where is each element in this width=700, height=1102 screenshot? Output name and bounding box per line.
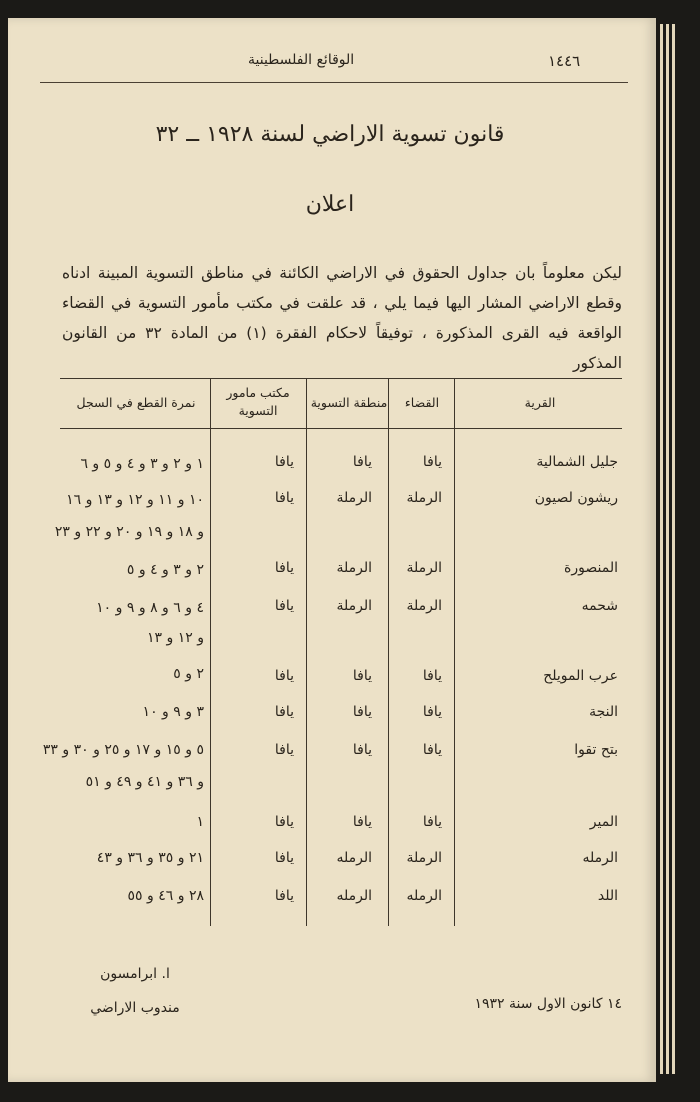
- cell-office: يافا: [274, 560, 294, 576]
- cell-village: شحمه: [581, 598, 618, 614]
- cell-village: بتح تقوا: [574, 742, 618, 758]
- cell-village: المير: [589, 814, 618, 830]
- cell-parcels: ١ و ٢ و ٣ و ٤ و ٥ و ٦: [80, 456, 204, 472]
- cell-zone: الرملة: [336, 598, 372, 614]
- cell-district: الرملة: [406, 560, 442, 576]
- cell-district: يافا: [422, 704, 442, 720]
- cell-district: الرمله: [406, 888, 442, 904]
- cell-parcels: ١: [196, 814, 204, 830]
- cell-zone: الرملة: [336, 490, 372, 506]
- cell-village: النجة: [589, 704, 618, 720]
- page-title: قانون تسوية الاراضي لسنة ١٩٢٨ ــ ٣٢: [155, 122, 505, 147]
- cell-zone: يافا: [352, 454, 372, 470]
- header-rule: [40, 82, 628, 83]
- document-page: [8, 18, 656, 1082]
- cell-parcels-continued: و ٣٦ و ٤١ و ٤٩ و ٥١: [85, 774, 204, 790]
- cell-office: يافا: [274, 598, 294, 614]
- column-divider: [210, 378, 211, 926]
- cell-office: يافا: [274, 850, 294, 866]
- cell-zone: يافا: [352, 668, 372, 684]
- cell-office: يافا: [274, 490, 294, 506]
- cell-office: يافا: [274, 454, 294, 470]
- cell-district: يافا: [422, 742, 442, 758]
- cell-zone: يافا: [352, 704, 372, 720]
- cell-village: عرب المويلح: [543, 668, 618, 684]
- cell-village: جليل الشمالية: [536, 454, 618, 470]
- header-district: القضاء: [404, 395, 440, 410]
- notice-date: ١٤ كانون الاول سنة ١٩٣٢: [474, 996, 622, 1012]
- header-village: القرية: [524, 395, 556, 410]
- column-divider: [388, 378, 389, 926]
- cell-parcels: ٣ و ٩ و ١٠: [142, 704, 204, 720]
- cell-village: المنصورة: [564, 560, 618, 576]
- cell-parcels: ٥ و ١٥ و ١٧ و ٢٥ و ٣٠ و ٣٣: [42, 742, 204, 758]
- cell-office: يافا: [274, 888, 294, 904]
- cell-office: يافا: [274, 814, 294, 830]
- cell-district: الرملة: [406, 598, 442, 614]
- announcement-text: ليكن معلوماً بان جداول الحقوق في الاراضي الكائنة في مناطق التسوية المبينة ادناه وقطع الاراضي المشار اليها فيما يلي ، قد علقت في مكتب مأمور التسوية في القضاء الواقعة فيه القرى المذكورة ، توفيقاً لاحكام الفقرة (١) من المادة ٣٢ من القانون المذكور: [62, 264, 622, 372]
- cell-zone: يافا: [352, 814, 372, 830]
- cell-district: يافا: [422, 668, 442, 684]
- cell-office: يافا: [274, 668, 294, 684]
- cell-parcels: ٢١ و ٣٥ و ٣٦ و ٤٣: [96, 850, 204, 866]
- cell-parcels: ٤ و ٦ و ٨ و ٩ و ١٠: [96, 600, 204, 616]
- cell-parcels: ٢ و ٣ و ٤ و ٥: [126, 562, 204, 578]
- header-office: مكتب مامور التسوية: [226, 385, 290, 418]
- cell-parcels: ٢ و ٥: [173, 666, 204, 682]
- column-divider: [454, 378, 455, 926]
- cell-parcels: ٢٨ و ٤٦ و ٥٥: [127, 888, 204, 904]
- header-parcels: نمرة القطع في السجل: [76, 395, 196, 410]
- page-number: ١٤٤٦: [548, 52, 581, 70]
- cell-village: الرمله: [582, 850, 618, 866]
- cell-village: اللد: [597, 888, 618, 904]
- cell-office: يافا: [274, 704, 294, 720]
- signatory-title: مندوب الاراضي: [90, 1000, 180, 1016]
- cell-office: يافا: [274, 742, 294, 758]
- cell-district: يافا: [422, 454, 442, 470]
- table-top-rule: [60, 378, 622, 379]
- cell-district: الرملة: [406, 850, 442, 866]
- cell-parcels: ١٠ و ١١ و ١٢ و ١٣ و ١٦: [66, 492, 204, 508]
- cell-parcels-continued: و ١٢ و ١٣: [147, 630, 204, 646]
- table-header-rule: [60, 428, 622, 429]
- cell-zone: الرمله: [336, 888, 372, 904]
- cell-district: الرملة: [406, 490, 442, 506]
- cell-village: ريشون لصيون: [534, 490, 618, 506]
- cell-zone: يافا: [352, 742, 372, 758]
- cell-zone: الرمله: [336, 850, 372, 866]
- header-zone: منطقة التسوية: [310, 395, 388, 410]
- running-title: الوقائع الفلسطينية: [248, 52, 355, 68]
- signatory-name: ا. ابرامسون: [100, 966, 170, 982]
- cell-district: يافا: [422, 814, 442, 830]
- announcement-heading: اعلان: [305, 192, 355, 217]
- cell-zone: الرملة: [336, 560, 372, 576]
- cell-parcels-continued: و ١٨ و ١٩ و ٢٠ و ٢٢ و ٢٣: [54, 524, 204, 540]
- column-divider: [306, 378, 307, 926]
